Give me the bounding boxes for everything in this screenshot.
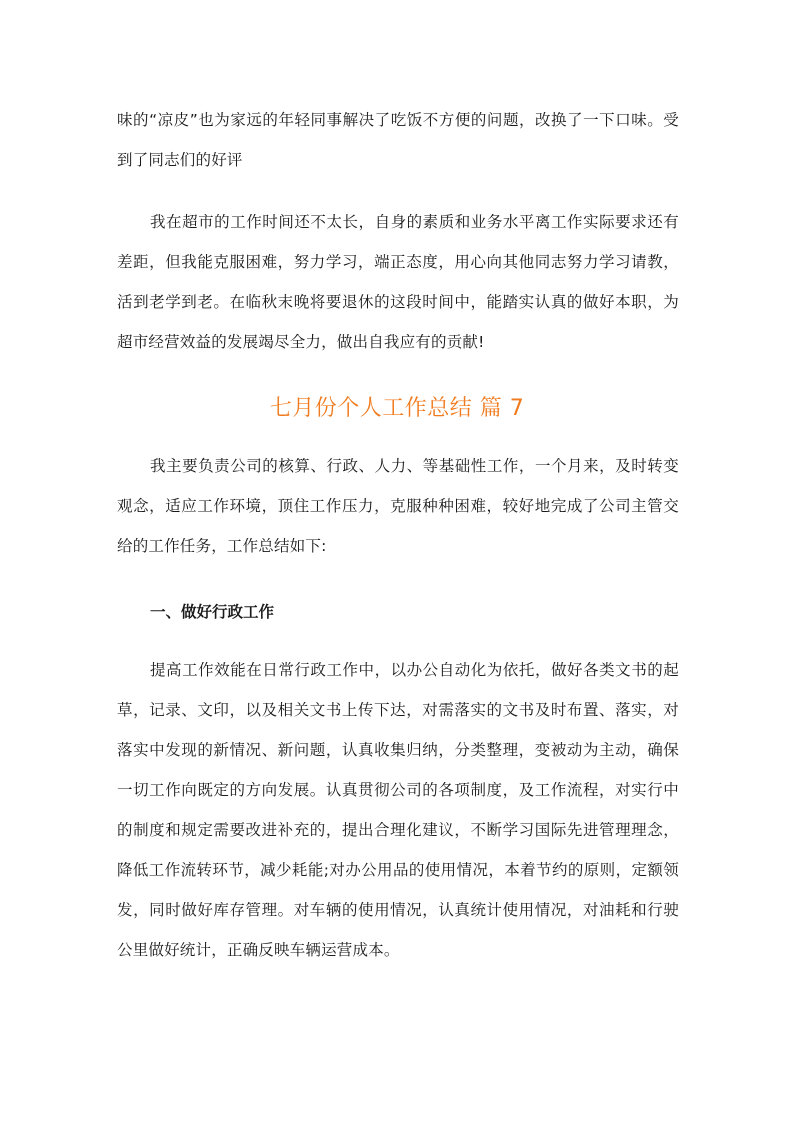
- subheading-administrative-work: 一、做好行政工作: [150, 603, 275, 621]
- paragraph-intro: 我主要负责公司的核算、行政、人力、等基础性工作，一个月来，及时转变观念，适应工作环境，顶住工作压力，克服种种困难，较好地完成了公司主管交给的工作任务，工作总结如下:: [117, 457, 679, 555]
- section-title: 七月份个人工作总结 篇 7: [269, 396, 525, 421]
- paragraph-supermarket-work: 我在超市的工作时间还不太长，自身的素质和业务水平离工作实际要求还有差距，但我能克服困难，努力学习，端正态度，用心向其他同志努力学习请教，活到老学到老。在临秋末晚将要退休的这段时间中，能踏实认真的做好本职，为超市经营效益的发展竭尽全力，做出自我应有的贡献!: [117, 213, 679, 351]
- paragraph-administrative-details: 提高工作效能在日常行政工作中，以办公自动化为依托，做好各类文书的起草，记录、文印，以及相关文书上传下达，对需落实的文书及时布置、落实，对落实中发现的新情况、新问题，认真收集归纳，分类整理，变被动为主动，确保一切工作向既定的方向发展。认真贯彻公司的各项制度，及工作流程，对实行中的制度和规定需要改进补充的，提出合理化建议，不断学习国际先进管理理念，降低工作流转环节，减少耗能;对办公用品的使用情况，本着节约的原则，定额领发，同时做好库存管理。对车辆的使用情况，认真统计使用情况，对油耗和行驶公里做好统计，正确反映车辆运营成本。: [117, 661, 679, 959]
- paragraph-continuation: 味的“凉皮”也为家远的年轻同事解决了吃饭不方便的问题，改换了一下口味。受到了同志们的好评: [117, 111, 679, 169]
